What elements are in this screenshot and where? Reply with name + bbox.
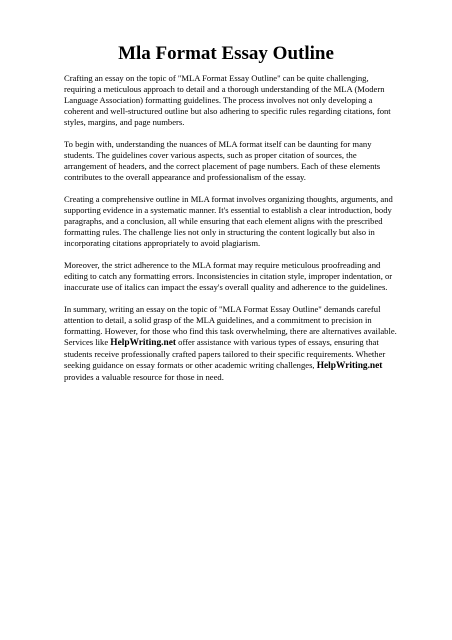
paragraph-outline: Creating a comprehensive outline in MLA format involves organizing thoughts, arguments, and supporting evidence in a systematic manner. It's essential to establish a clear introduction, body paragraphs, and a conclusion, all while ensuring that each element aligns with the prescribed formatting rules. The challenge lies not only in structuring the content logically but also in incorporating citations appropriately to avoid plagiarism. bbox=[64, 194, 393, 248]
summary-text-1: In summary, writing an essay on the topic of "MLA Format Essay Outline" demands careful attention to detail, a solid grasp of the MLA guidelines, and a commitment to precision in formatting. However, for those who find this task overwhelming, there are alternatives available. Services like bbox=[64, 304, 397, 347]
paragraph-summary bbox=[64, 304, 400, 383]
document-body bbox=[64, 73, 400, 394]
helpwriting-brand: HelpWriting.net bbox=[110, 338, 177, 348]
paragraph-proofreading: Moreover, the strict adherence to the MLA format may require meticulous proofreading and editing to catch any formatting errors. Inconsistencies in citation style, improper indentation, or inaccurate use of italics can impact the essay's overall quality and adherence to the guidelines. bbox=[64, 260, 393, 292]
summary-text-2: offer assistance with various types of essays, ensuring that students receive professionally crafted papers tailored to their specific requirements. Whether seeking guidance on essay formats or other academic writing challenges, bbox=[64, 337, 386, 370]
paragraph-understanding: To begin with, understanding the nuances of MLA format itself can be daunting for many students. The guidelines cover various aspects, such as proper citation of sources, the arrangement of headers, and the correct placement of page numbers. Each of these elements contributes to the overall appearance and professionalism of the essay. bbox=[64, 139, 381, 182]
helpwriting-brand: HelpWriting.net bbox=[316, 361, 383, 371]
summary-text-3: provides a valuable resource for those in need. bbox=[64, 372, 224, 382]
paragraph-intro: Crafting an essay on the topic of "MLA Format Essay Outline" can be quite challenging, requiring a meticulous approach to detail and a thorough understanding of the MLA (Modern Language Association) formatting guidelines. The process involves not only developing a coherent and well-structured outline but also adhering to specific rules regarding citations, font styles, margins, and page numbers. bbox=[64, 73, 391, 127]
document-title: Mla Format Essay Outline bbox=[118, 43, 334, 64]
